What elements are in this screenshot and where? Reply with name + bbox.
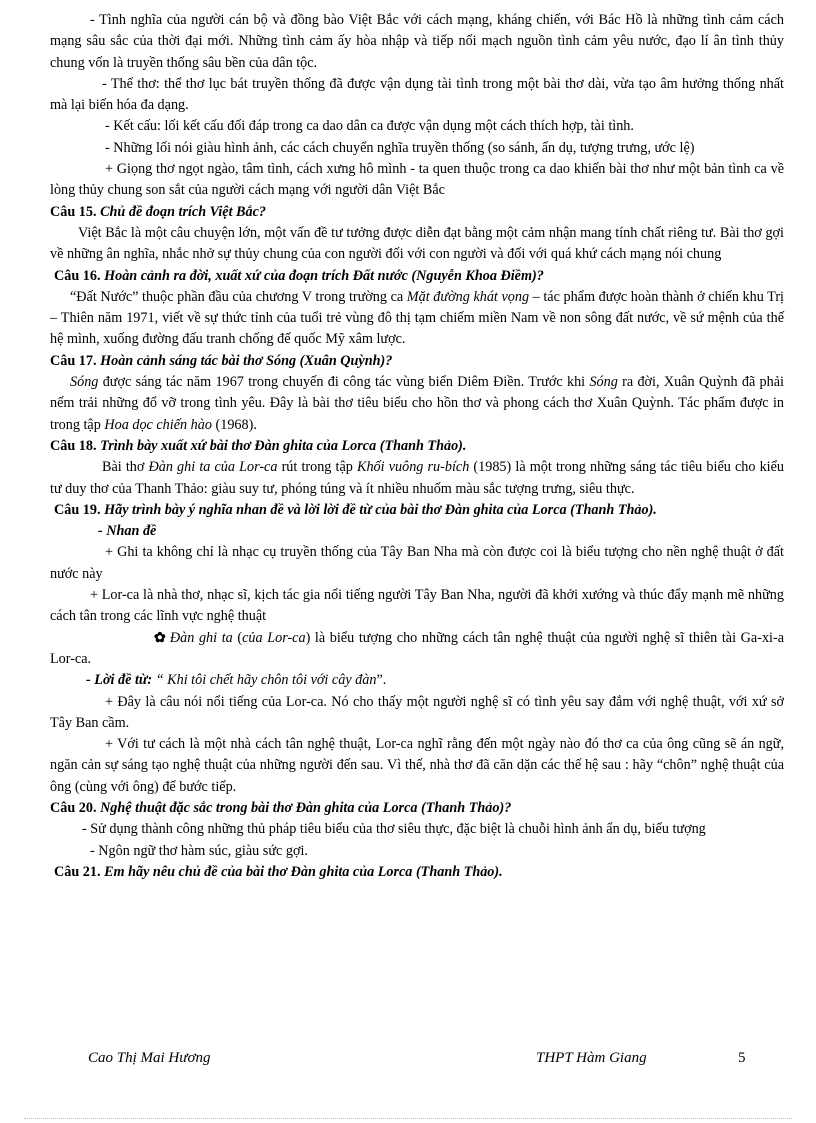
page-bottom-divider (24, 1118, 792, 1119)
question-19-title: Hãy trình bày ý nghĩa nhan đề và lời lời đề từ của bài thơ Đàn ghita của Lorca (Thanh Thảo). (104, 501, 657, 518)
question-16-answer (50, 287, 784, 351)
question-15-heading (50, 202, 784, 223)
question-19-work-1: Đàn ghi ta (169, 629, 233, 646)
question-20-heading (50, 798, 784, 819)
question-15-label: Câu 15. (50, 203, 97, 220)
question-20-point-2: - Ngôn ngữ thơ hàm súc, giàu sức gợi. (90, 842, 308, 859)
question-19-work-2: của Lor-ca (242, 629, 306, 646)
question-19-point-2: + Lor-ca là nhà thơ, nhạc sĩ, kịch tác gia nổi tiếng người Tây Ban Nha, người đã khởi xướng và thúc đẩy mạnh mẽ những cách tân trong các lĩnh vực nghệ thuật (50, 587, 784, 625)
paragraph-ket-cau: - Kết cấu: lối kết cấu đối đáp trong ca dao dân ca được vận dụng một cách thích hợp, tài tình. (105, 118, 634, 135)
question-21-title: Em hãy nêu chủ đề của bài thơ Đàn ghita của Lorca (Thanh Thảo). (104, 863, 503, 880)
question-20-title: Nghệ thuật đặc sắc trong bài thơ Đàn ghita của Lorca (Thanh Thảo)? (100, 799, 512, 816)
flower-bullet-icon: ✿ (154, 629, 166, 646)
question-17-answer (50, 372, 784, 436)
question-19-label: Câu 19. (54, 501, 101, 518)
question-18-label: Câu 18. (50, 437, 97, 454)
document-body (50, 10, 784, 883)
question-16-text-a: “Đất Nước” thuộc phần đầu của chương V trong trường ca (70, 288, 407, 305)
question-18-work-1: Đàn ghi ta của Lor-ca (148, 459, 278, 476)
question-18-heading (50, 436, 784, 457)
question-16-label: Câu 16. (54, 267, 101, 284)
paragraph-giong-tho: + Giọng thơ ngọt ngào, tâm tình, cách xưng hô mình - ta quen thuộc trong ca dao khiến bài thơ như một bản tình ca về lòng thủy chung son sắt của người cách mạng với người dân Việt Bắc (50, 161, 784, 199)
question-19-point-4: + Đây là câu nói nổi tiếng của Lor-ca. Nó cho thấy một người nghệ sĩ có tình yêu say đắm với nghệ thuật, với xứ sở Tây Ban cầm. (50, 693, 784, 731)
question-16-text-b: – tác phẩm được hoàn thành ở chiến khu Trị – Thiên năm 1971, viết về sự thức tỉnh của tuổi trẻ vùng đô thị tạm chiếm miền Nam về non sông đất nước, về sứ mệnh của thế hệ mình, xuống đường đấu tranh chống đế quốc Mỹ xâm lược. (50, 288, 784, 348)
question-16-work-title: Mặt đường khát vọng (406, 288, 530, 305)
question-19-text-b: ) là biểu tượng cho những cách tân nghệ thuật của người nghệ sĩ thiên tài Ga-xi-a Lor-ca. (50, 629, 784, 667)
question-15-title: Chủ đề đoạn trích Việt Bắc? (100, 203, 267, 220)
question-16-heading (50, 266, 784, 287)
question-17-label: Câu 17. (50, 352, 97, 369)
question-19-text-a: ( (232, 629, 243, 646)
question-18-answer (50, 457, 784, 500)
question-17-work-2: Sóng (589, 374, 618, 391)
question-19-point-3 (50, 628, 784, 671)
question-20-point-1: - Sử dụng thành công những thủ pháp tiêu biểu của thơ siêu thực, đặc biệt là chuỗi hình ảnh ẩn dụ, biểu tượng (82, 821, 706, 838)
question-18-text-1: rút trong tập (277, 459, 357, 476)
question-18-text-2: (1985) là một trong những sáng tác tiêu biểu cho kiểu tư duy thơ của Thanh Thảo: giàu suy tư, phóng túng và ít nhiều nhuốm màu sắc tượng trưng, siêu thực. (50, 459, 785, 497)
question-19-epigraph-text: “ Khi tôi chết hãy chôn tôi với cây đàn (152, 672, 377, 689)
question-17-work-3: Hoa dọc chiến hào (104, 416, 212, 433)
question-19-epigraph-label: - Lời đề từ: (86, 672, 153, 689)
question-17-work-1: Sóng (70, 374, 99, 391)
paragraph-tinh-nghia: - Tình nghĩa của người cán bộ và đồng bào Việt Bắc với cách mạng, kháng chiến, với Bác Hồ là những tình cảm cách mạng sâu sắc của thời đại mới. Những tình cảm ấy hòa nhập và tiếp nối mạch nguồn tình cảm yêu nước, đạo lí ân tình thủy chung vốn là truyền thống sâu bền của dân tộc. (50, 12, 784, 71)
question-18-title: Trình bày xuất xứ bài thơ Đàn ghita của Lorca (Thanh Thảo). (100, 437, 467, 454)
question-17-heading (50, 351, 784, 372)
paragraph-loi-noi: - Những lối nói giàu hình ảnh, các cách chuyển nghĩa truyền thống (so sánh, ẩn dụ, tượng trưng, ước lệ) (105, 139, 695, 156)
question-19-point-1: + Ghi ta không chỉ là nhạc cụ truyền thống của Tây Ban Nha mà còn được coi là biểu tượng cho nền nghệ thuật ở đất nước này (50, 544, 784, 582)
question-21-heading (50, 862, 784, 883)
footer-author: Cao Thị Mai Hương (88, 1050, 211, 1066)
question-20-label: Câu 20. (50, 799, 97, 816)
question-17-text-1: được sáng tác năm 1967 trong chuyến đi công tác vùng biển Diêm Điền. Trước khi (98, 374, 590, 391)
question-16-title: Hoàn cảnh ra đời, xuất xứ của đoạn trích Đất nước (Nguyễn Khoa Điềm)? (104, 267, 544, 284)
footer-page-number: 5 (738, 1050, 746, 1066)
footer-school: THPT Hàm Giang (536, 1050, 647, 1066)
paragraph-the-tho: - Thể thơ: thể thơ lục bát truyền thống đã được vận dụng tài tình trong một bài thơ dài, vừa tạo âm hưởng thống nhất mà lại biến hóa đa dạng. (50, 75, 784, 114)
page-footer (88, 1050, 748, 1074)
question-21-label: Câu 21. (54, 863, 101, 880)
question-19-epigraph-end: ”. (376, 672, 387, 689)
question-19-point-5: + Với tư cách là một nhà cách tân nghệ thuật, Lor-ca nghĩ rằng đến một ngày nào đó thơ ca của ông cũng sẽ án ngữ, ngăn cản sự sáng tạo nghệ thuật của những người đến sau. Vì thế, nhà thơ đã căn dặn các thế hệ sau : hãy “chôn” nghệ thuật của ông (cùng với ông) để bước tiếp. (50, 736, 784, 795)
question-19-epigraph (50, 670, 784, 691)
question-17-text-2: ra đời, Xuân Quỳnh đã phải nếm trải những đổ vỡ trong tình yêu. Đây là bài thơ tiêu biểu cho hồn thơ và phong cách thơ Xuân Quỳnh. Tác phẩm được in trong tập (50, 374, 784, 433)
question-15-answer: Việt Bắc là một câu chuyện lớn, một vấn đề tư tưởng được diễn đạt bằng một cảm nhận mang tính chất riêng tư. Bài thơ gợi về những ân nghĩa, nhắc nhở sự thủy chung của con người đối với con người và đối với quá khứ cách mạng nói chung (50, 224, 784, 263)
question-17-text-3: (1968). (211, 416, 257, 433)
question-18-text-0: Bài thơ (102, 459, 149, 476)
question-18-work-2: Khối vuông ru-bích (357, 459, 470, 476)
question-17-title: Hoàn cảnh sáng tác bài thơ Sóng (Xuân Quỳnh)? (100, 352, 393, 369)
question-19-subheading-title: - Nhan đề (98, 523, 157, 540)
question-19-heading (50, 500, 784, 521)
